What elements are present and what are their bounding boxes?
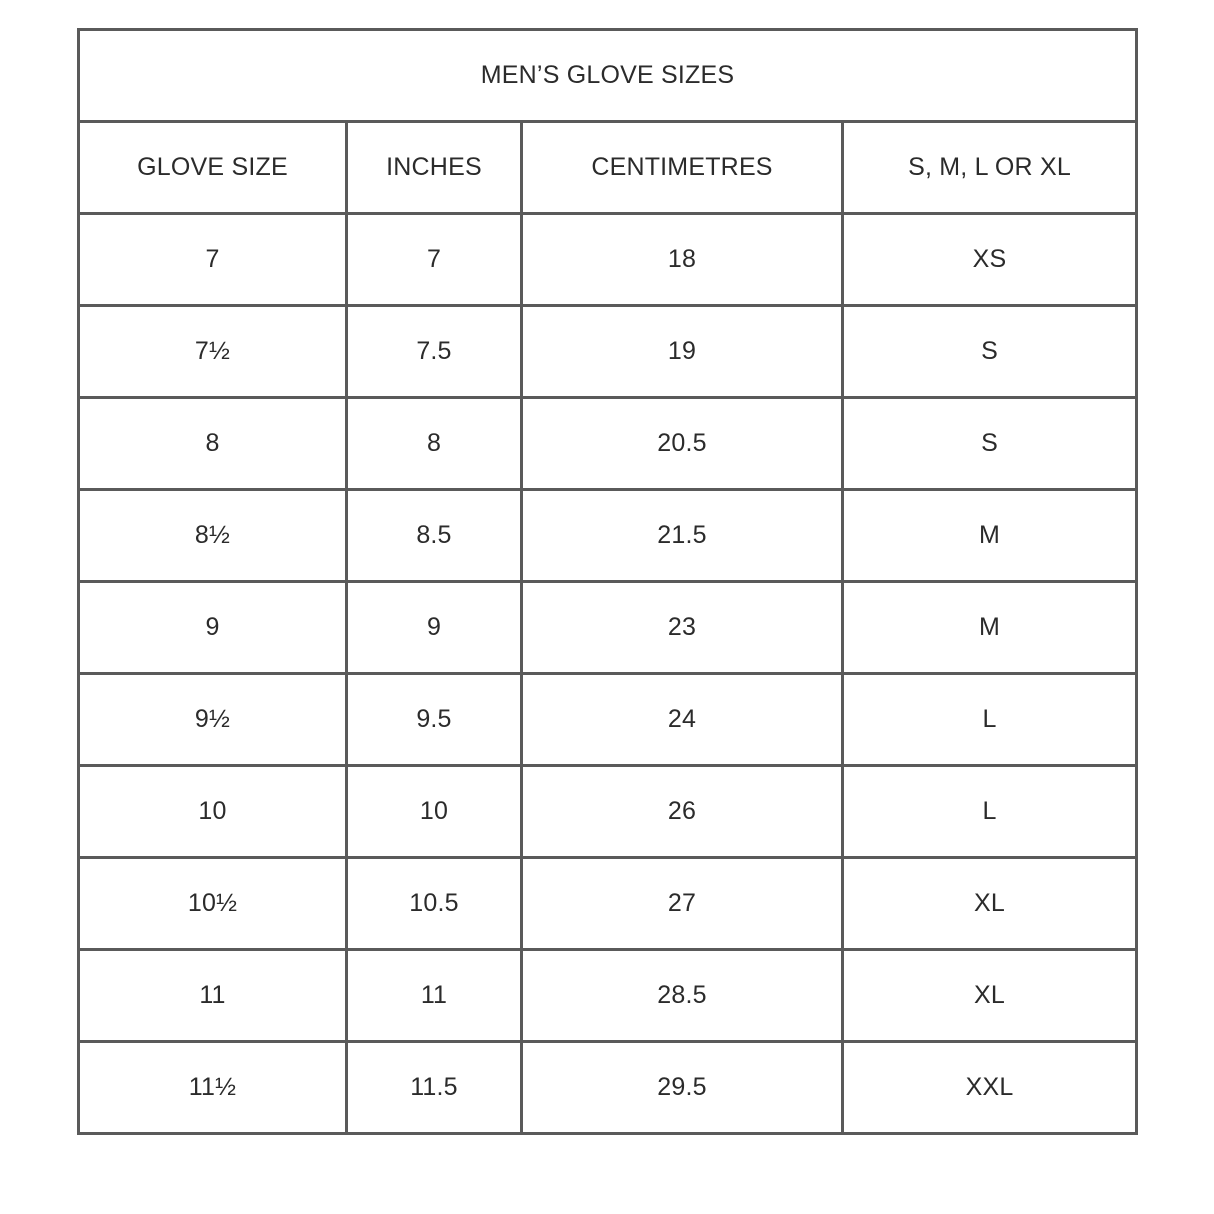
cell-glove-size: 11 [79, 950, 347, 1042]
cell-letter-size: XXL [843, 1042, 1137, 1134]
table-row [79, 858, 1137, 950]
cell-centimetres: 26 [522, 766, 843, 858]
table-row [79, 582, 1137, 674]
cell-letter-size: S [843, 398, 1137, 490]
cell-letter-size: M [843, 582, 1137, 674]
cell-inches: 9.5 [347, 674, 522, 766]
cell-inches: 10 [347, 766, 522, 858]
cell-letter-size: XL [843, 950, 1137, 1042]
cell-inches: 11.5 [347, 1042, 522, 1134]
cell-inches: 8.5 [347, 490, 522, 582]
cell-letter-size: M [843, 490, 1137, 582]
cell-letter-size: S [843, 306, 1137, 398]
table-row [79, 398, 1137, 490]
table-row [79, 950, 1137, 1042]
cell-centimetres: 21.5 [522, 490, 843, 582]
cell-glove-size: 7 [79, 214, 347, 306]
table-row [79, 306, 1137, 398]
cell-inches: 9 [347, 582, 522, 674]
cell-glove-size: 11½ [79, 1042, 347, 1134]
cell-glove-size: 8½ [79, 490, 347, 582]
header-row [79, 122, 1137, 214]
title-row [79, 30, 1137, 122]
cell-centimetres: 29.5 [522, 1042, 843, 1134]
header-glove-size: GLOVE SIZE [79, 122, 347, 214]
cell-centimetres: 28.5 [522, 950, 843, 1042]
cell-letter-size: L [843, 766, 1137, 858]
cell-inches: 7 [347, 214, 522, 306]
cell-centimetres: 19 [522, 306, 843, 398]
table-row [79, 674, 1137, 766]
cell-centimetres: 24 [522, 674, 843, 766]
glove-size-table [77, 28, 1138, 1135]
table-row [79, 1042, 1137, 1134]
table-row [79, 214, 1137, 306]
cell-letter-size: L [843, 674, 1137, 766]
header-centimetres: CENTIMETRES [522, 122, 843, 214]
cell-inches: 10.5 [347, 858, 522, 950]
cell-inches: 7.5 [347, 306, 522, 398]
cell-letter-size: XS [843, 214, 1137, 306]
header-letter-size: S, M, L OR XL [843, 122, 1137, 214]
table-title: MEN’S GLOVE SIZES [79, 30, 1137, 122]
cell-centimetres: 23 [522, 582, 843, 674]
cell-glove-size: 9½ [79, 674, 347, 766]
header-inches: INCHES [347, 122, 522, 214]
table-row [79, 490, 1137, 582]
cell-inches: 11 [347, 950, 522, 1042]
cell-glove-size: 8 [79, 398, 347, 490]
cell-centimetres: 27 [522, 858, 843, 950]
cell-letter-size: XL [843, 858, 1137, 950]
cell-inches: 8 [347, 398, 522, 490]
table-row [79, 766, 1137, 858]
cell-glove-size: 10½ [79, 858, 347, 950]
cell-centimetres: 20.5 [522, 398, 843, 490]
cell-glove-size: 7½ [79, 306, 347, 398]
cell-glove-size: 9 [79, 582, 347, 674]
cell-glove-size: 10 [79, 766, 347, 858]
cell-centimetres: 18 [522, 214, 843, 306]
